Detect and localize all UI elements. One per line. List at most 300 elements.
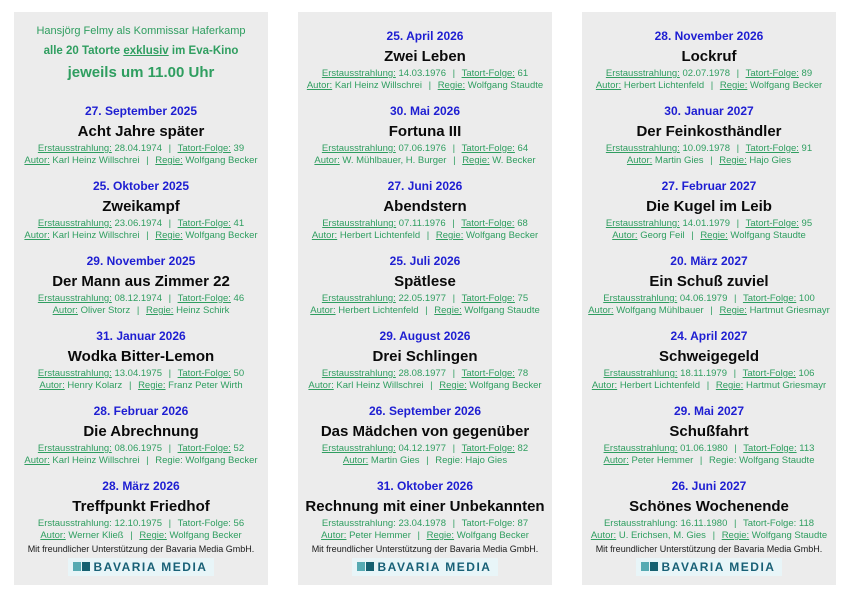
separator: |: [452, 218, 455, 229]
separator: |: [710, 80, 714, 91]
logo-wordmark: BAVARIA MEDIA: [377, 559, 492, 574]
tatort-folge-value: 56: [233, 518, 245, 529]
regie-label: Regie:: [437, 80, 466, 91]
credits-line: [582, 305, 836, 317]
erstausstrahlung-label: Erstausstrahlung:: [605, 68, 680, 79]
regie-value: Hajo Gies: [749, 155, 792, 166]
episode-title: Schweigegeld: [658, 348, 760, 365]
tatort-folge-label: Tatort-Folge:: [177, 443, 231, 454]
separator: |: [699, 455, 703, 466]
tatort-folge-label: Tatort-Folge:: [461, 68, 515, 79]
separator: |: [734, 518, 737, 529]
erstausstrahlung-label: Erstausstrahlung:: [321, 368, 396, 379]
episode-title: Zweikampf: [102, 198, 180, 215]
tatort-folge-value: 118: [798, 518, 815, 529]
episode-entry: [582, 167, 836, 242]
erstausstrahlung-value: 23.06.1974: [114, 218, 162, 229]
regie-value: Hajo Gies: [465, 455, 508, 466]
tatort-folge-value: 87: [517, 518, 529, 529]
regie-value: Wolfgang Becker: [185, 230, 258, 241]
episode-entry: [582, 17, 836, 92]
tatort-folge-label: Tatort-Folge:: [742, 368, 796, 379]
logo-square-light-icon: [357, 562, 365, 571]
episode-entry: [14, 467, 268, 542]
tatort-folge-label: Tatort-Folge:: [177, 143, 231, 154]
logo-square-light-icon: [641, 562, 649, 571]
regie-label: Regie:: [145, 305, 174, 316]
sponsor-text: Mit freundlicher Unterstützung der Bavaria Media GmbH.: [27, 543, 255, 554]
tatort-folge-value: 89: [801, 68, 813, 79]
separator: |: [736, 68, 740, 79]
autor-label: Autor:: [24, 455, 50, 466]
episode-title: Wodka Bitter-Lemon: [67, 348, 215, 365]
episode-entry: [582, 467, 836, 542]
separator: |: [168, 143, 172, 154]
episode-title: Der Mann aus Zimmer 22: [52, 273, 230, 290]
regie-value: Wolfgang Becker: [749, 80, 823, 91]
episode-title: Ein Schuß zuviel: [649, 273, 769, 290]
separator: |: [452, 518, 456, 529]
bavaria-media-logo: [636, 558, 783, 576]
separator: |: [452, 443, 456, 454]
panel-footer: [298, 544, 552, 586]
episode-entry: [298, 167, 552, 242]
erstausstrahlung-label: Erstausstrahlung:: [603, 368, 678, 379]
broadcast-info-line: [298, 68, 552, 80]
autor-value: Karl Heinz Willschrei: [52, 455, 140, 466]
episode-title: Acht Jahre später: [77, 123, 205, 140]
regie-value: Wolfgang Becker: [469, 380, 542, 391]
logo-wordmark: BAVARIA MEDIA: [661, 559, 776, 574]
broadcast-info-line: [14, 143, 268, 155]
tatort-folge-label: Tatort-Folge:: [742, 518, 797, 529]
tatort-folge-value: 39: [233, 143, 245, 154]
tatort-folge-label: Tatort-Folge:: [177, 518, 231, 529]
program-column-2: [298, 12, 552, 585]
credits-line: [582, 530, 836, 542]
header-showtime: jeweils um 11.00 Uhr: [67, 64, 215, 81]
episode-list: [14, 92, 268, 542]
screening-date: 26. Juni 2027: [671, 479, 747, 493]
panel-footer: [14, 544, 268, 586]
regie-label: Regie:: [435, 455, 463, 466]
credits-line: [14, 305, 268, 317]
separator: |: [453, 155, 456, 166]
autor-label: Autor:: [24, 230, 50, 241]
tatort-folge-label: Tatort-Folge:: [177, 293, 231, 304]
broadcast-info-line: [14, 293, 268, 305]
screening-date: 30. Mai 2026: [389, 104, 461, 118]
broadcast-info-line: [582, 143, 836, 155]
bavaria-media-logo: [68, 558, 215, 576]
credits-line: [582, 155, 836, 167]
erstausstrahlung-value: 18.11.1979: [680, 368, 727, 379]
erstausstrahlung-label: Erstausstrahlung:: [37, 293, 112, 304]
tatort-folge-label: Tatort-Folge:: [461, 368, 515, 379]
episode-list: [582, 17, 836, 542]
erstausstrahlung-value: 07.06.1976: [398, 143, 446, 154]
autor-label: Autor:: [595, 80, 622, 91]
autor-label: Autor:: [40, 530, 66, 541]
autor-value: Peter Hemmer: [631, 455, 694, 466]
regie-label: Regie:: [439, 380, 467, 391]
erstausstrahlung-label: Erstausstrahlung:: [37, 368, 112, 379]
broadcast-info-line: [298, 293, 552, 305]
regie-value: Wolfgang Staudte: [464, 305, 540, 316]
broadcast-info-line: [298, 443, 552, 455]
erstausstrahlung-label: Erstausstrahlung:: [37, 218, 112, 229]
autor-value: Georg Feil: [640, 230, 685, 241]
erstausstrahlung-label: Erstausstrahlung:: [321, 443, 396, 454]
header-subtitle: Hansjörg Felmy als Kommissar Haferkamp: [36, 25, 246, 37]
regie-label: Regie:: [155, 455, 183, 466]
regie-value: Hartmut Griesmayr: [745, 380, 827, 391]
separator: |: [130, 530, 133, 541]
separator: |: [734, 443, 737, 454]
credits-line: [298, 80, 552, 92]
screening-date: 28. März 2026: [102, 479, 180, 493]
regie-label: Regie:: [462, 155, 490, 166]
screening-date: 25. April 2026: [386, 29, 464, 43]
separator: |: [452, 368, 456, 379]
autor-value: W. Mühlbauer, H. Burger: [342, 155, 447, 166]
separator: |: [712, 530, 716, 541]
logo-square-light-icon: [73, 562, 81, 571]
tatort-folge-label: Tatort-Folge:: [745, 218, 799, 229]
regie-label: Regie:: [719, 155, 747, 166]
autor-value: Karl Heinz Willschrei: [52, 230, 140, 241]
separator: |: [136, 305, 140, 316]
erstausstrahlung-value: 04.12.1977: [398, 443, 446, 454]
episode-entry: [582, 317, 836, 392]
erstausstrahlung-value: 08.12.1974: [114, 293, 162, 304]
credits-line: [298, 305, 552, 317]
regie-label: Regie:: [155, 155, 183, 166]
broadcast-info-line: [582, 293, 836, 305]
regie-value: Wolfgang Becker: [465, 230, 539, 241]
broadcast-info-line: [298, 368, 552, 380]
erstausstrahlung-value: 01.06.1980: [680, 443, 728, 454]
logo-square-dark-icon: [650, 562, 658, 571]
screening-date: 29. November 2025: [86, 254, 196, 268]
episode-title: Schönes Wochenende: [629, 498, 789, 515]
erstausstrahlung-value: 13.04.1975: [114, 368, 162, 379]
erstausstrahlung-label: Erstausstrahlung:: [605, 218, 680, 229]
logo-square-dark-icon: [366, 562, 374, 571]
broadcast-info-line: [582, 68, 836, 80]
screening-date: 30. Januar 2027: [664, 104, 754, 118]
autor-label: Autor:: [306, 80, 333, 91]
credits-line: [298, 455, 552, 467]
credits-line: [582, 80, 836, 92]
screening-date: 25. Juli 2026: [389, 254, 461, 268]
episode-entry: [298, 242, 552, 317]
header-tagline: alle 20 Tatorte exklusiv im Eva-Kino: [43, 45, 239, 57]
tatort-folge-value: 64: [517, 143, 529, 154]
regie-value: Wolfgang Becker: [169, 530, 242, 541]
broadcast-info-line: [582, 518, 836, 530]
erstausstrahlung-label: Erstausstrahlung:: [321, 518, 396, 529]
tatort-folge-value: 82: [517, 443, 529, 454]
regie-value: Heinz Schirk: [176, 305, 230, 316]
screening-date: 25. Oktober 2025: [92, 179, 190, 193]
autor-label: Autor:: [591, 380, 618, 391]
broadcast-info-line: [298, 518, 552, 530]
credits-line: [14, 530, 268, 542]
autor-value: Peter Hemmer: [349, 530, 411, 541]
bavaria-media-logo: [352, 558, 499, 576]
autor-value: Herbert Lichtenfeld: [339, 230, 421, 241]
regie-label: Regie:: [435, 230, 464, 241]
autor-label: Autor:: [612, 230, 638, 241]
screening-date: 24. April 2027: [670, 329, 748, 343]
autor-label: Autor:: [626, 155, 653, 166]
episode-title: Die Kugel im Leib: [646, 198, 772, 215]
tatort-folge-label: Tatort-Folge:: [177, 218, 231, 229]
credits-line: [14, 230, 268, 242]
erstausstrahlung-label: Erstausstrahlung:: [603, 518, 678, 529]
separator: |: [426, 230, 430, 241]
broadcast-info-line: [582, 218, 836, 230]
tatort-folge-value: 68: [517, 218, 528, 229]
separator: |: [706, 380, 710, 391]
regie-value: Wolfgang Becker: [185, 455, 258, 466]
episode-entry: [298, 92, 552, 167]
separator: |: [691, 230, 694, 241]
credits-line: [582, 230, 836, 242]
separator: |: [146, 230, 149, 241]
separator: |: [428, 80, 432, 91]
tatort-folge-value: 113: [799, 443, 815, 454]
flyer-header: [14, 17, 268, 92]
episode-entry: [298, 392, 552, 467]
erstausstrahlung-label: Erstausstrahlung:: [321, 293, 396, 304]
autor-label: Autor:: [311, 230, 338, 241]
separator: |: [734, 293, 737, 304]
screening-date: 20. März 2027: [670, 254, 748, 268]
episode-list: [298, 17, 552, 542]
regie-label: Regie:: [155, 230, 183, 241]
episode-title: Rechnung mit einer Unbekannten: [305, 498, 545, 515]
episode-title: Die Abrechnung: [83, 423, 199, 440]
credits-line: [298, 155, 552, 167]
erstausstrahlung-value: 28.08.1977: [398, 368, 446, 379]
screening-date: 29. Mai 2027: [673, 404, 745, 418]
tatort-folge-value: 100: [798, 293, 815, 304]
erstausstrahlung-value: 23.04.1978: [398, 518, 446, 529]
episode-entry: [298, 467, 552, 542]
autor-label: Autor:: [310, 305, 336, 316]
autor-label: Autor:: [39, 380, 65, 391]
erstausstrahlung-value: 10.09.1978: [682, 143, 730, 154]
regie-label: Regie:: [434, 305, 462, 316]
erstausstrahlung-label: Erstausstrahlung:: [37, 443, 112, 454]
autor-value: Karl Heinz Willschrei: [336, 380, 424, 391]
autor-value: Werner Kließ: [68, 530, 124, 541]
separator: |: [168, 218, 172, 229]
separator: |: [168, 518, 172, 529]
tatort-folge-value: 61: [517, 68, 529, 79]
regie-value: Wolfgang Becker: [456, 530, 529, 541]
regie-label: Regie:: [138, 380, 166, 391]
erstausstrahlung-label: Erstausstrahlung:: [603, 293, 678, 304]
separator: |: [417, 530, 420, 541]
tatort-folge-label: Tatort-Folge:: [461, 443, 515, 454]
autor-value: Herbert Lichtenfeld: [338, 305, 419, 316]
tatort-folge-label: Tatort-Folge:: [745, 68, 799, 79]
episode-entry: [14, 167, 268, 242]
regie-label: Regie:: [715, 380, 744, 391]
autor-label: Autor:: [588, 305, 614, 316]
episode-title: Fortuna III: [388, 123, 462, 140]
tatort-folge-label: Tatort-Folge:: [743, 443, 797, 454]
sponsor-text: Mit freundlicher Unterstützung der Bavaria Media GmbH.: [311, 543, 539, 554]
tatort-folge-value: 95: [801, 218, 813, 229]
tatort-folge-label: Tatort-Folge:: [461, 293, 515, 304]
credits-line: [14, 380, 268, 392]
broadcast-info-line: [582, 443, 836, 455]
erstausstrahlung-value: 02.07.1978: [682, 68, 730, 79]
tatort-folge-label: Tatort-Folge:: [461, 518, 515, 529]
autor-label: Autor:: [342, 455, 369, 466]
credits-line: [298, 530, 552, 542]
autor-value: Herbert Lichtenfeld: [623, 80, 705, 91]
erstausstrahlung-value: 16.11.1980: [680, 518, 728, 529]
program-column-3: [582, 12, 836, 585]
screening-date: 27. Februar 2027: [661, 179, 757, 193]
autor-label: Autor:: [590, 530, 617, 541]
credits-line: [14, 455, 268, 467]
exklusiv-emphasis: exklusiv: [123, 45, 169, 57]
separator: |: [452, 293, 456, 304]
episode-title: Der Feinkosthändler: [636, 123, 782, 140]
episode-title: Spätlese: [394, 273, 456, 290]
episode-title: Schußfahrt: [669, 423, 749, 440]
episode-entry: [582, 392, 836, 467]
broadcast-info-line: [14, 218, 268, 230]
tatort-folge-label: Tatort-Folge:: [461, 218, 515, 229]
erstausstrahlung-label: Erstausstrahlung:: [321, 68, 396, 79]
episode-entry: [298, 317, 552, 392]
regie-value: Hartmut Griesmayr: [749, 305, 830, 316]
screening-date: 27. Juni 2026: [387, 179, 463, 193]
separator: |: [425, 305, 428, 316]
erstausstrahlung-value: 07.11.1976: [398, 218, 446, 229]
autor-label: Autor:: [314, 155, 340, 166]
autor-label: Autor:: [321, 530, 347, 541]
erstausstrahlung-value: 12.10.1975: [114, 518, 162, 529]
episode-entry: [14, 392, 268, 467]
tatort-folge-value: 91: [801, 143, 813, 154]
autor-label: Autor:: [603, 455, 629, 466]
tatort-folge-value: 75: [517, 293, 529, 304]
episode-entry: [14, 317, 268, 392]
separator: |: [452, 68, 456, 79]
separator: |: [710, 155, 713, 166]
separator: |: [168, 368, 172, 379]
screening-date: 31. Oktober 2026: [376, 479, 474, 493]
erstausstrahlung-value: 14.01.1979: [682, 218, 730, 229]
screening-date: 28. November 2026: [654, 29, 764, 43]
erstausstrahlung-value: 08.06.1975: [114, 443, 162, 454]
logo-wordmark: BAVARIA MEDIA: [93, 559, 208, 574]
episode-entry: [582, 92, 836, 167]
separator: |: [736, 143, 740, 154]
autor-value: Martin Gies: [370, 455, 420, 466]
autor-value: Karl Heinz Willschrei: [52, 155, 140, 166]
autor-value: Martin Gies: [654, 155, 704, 166]
erstausstrahlung-label: Erstausstrahlung:: [603, 443, 678, 454]
erstausstrahlung-value: 22.05.1977: [398, 293, 446, 304]
erstausstrahlung-value: 28.04.1974: [114, 143, 162, 154]
credits-line: [582, 380, 836, 392]
regie-value: Wolfgang Staudte: [739, 455, 815, 466]
separator: |: [736, 218, 740, 229]
regie-label: Regie:: [721, 530, 750, 541]
logo-square-dark-icon: [82, 562, 90, 571]
screening-date: 26. September 2026: [368, 404, 482, 418]
separator: |: [146, 455, 149, 466]
erstausstrahlung-value: 04.06.1979: [679, 293, 728, 304]
episode-entry: [582, 242, 836, 317]
separator: |: [430, 380, 433, 391]
screening-date: 28. Februar 2026: [93, 404, 189, 418]
episode-title: Treffpunkt Friedhof: [72, 498, 210, 515]
regie-value: Wolfgang Becker: [185, 155, 258, 166]
sponsor-text: Mit freundlicher Unterstützung der Bavaria Media GmbH.: [595, 543, 823, 554]
episode-entry: [14, 242, 268, 317]
regie-label: Regie:: [719, 80, 748, 91]
broadcast-info-line: [298, 218, 552, 230]
credits-line: [582, 455, 836, 467]
tatort-folge-value: 106: [798, 368, 815, 379]
tatort-folge-label: Tatort-Folge:: [745, 143, 799, 154]
screening-date: 29. August 2026: [379, 329, 471, 343]
regie-label: Regie:: [139, 530, 167, 541]
program-column-1: [14, 12, 268, 585]
regie-value: Wolfgang Staudte: [751, 530, 828, 541]
episode-entry: [14, 92, 268, 167]
broadcast-info-line: [582, 368, 836, 380]
erstausstrahlung-label: Erstausstrahlung:: [37, 143, 112, 154]
autor-value: Herbert Lichtenfeld: [619, 380, 701, 391]
separator: |: [426, 455, 429, 466]
broadcast-info-line: [14, 443, 268, 455]
autor-value: Oliver Storz: [80, 305, 131, 316]
separator: |: [128, 380, 132, 391]
separator: |: [146, 155, 149, 166]
separator: |: [168, 443, 172, 454]
erstausstrahlung-label: Erstausstrahlung:: [322, 218, 397, 229]
erstausstrahlung-label: Erstausstrahlung:: [37, 518, 112, 529]
episode-title: Drei Schlingen: [372, 348, 478, 365]
separator: |: [168, 293, 172, 304]
episode-title: Abendstern: [383, 198, 467, 215]
autor-value: Wolfgang Mühlbauer: [616, 305, 704, 316]
separator: |: [452, 143, 456, 154]
episode-entry: [298, 17, 552, 92]
broadcast-info-line: [14, 518, 268, 530]
autor-value: U. Erichsen, M. Gies: [618, 530, 706, 541]
regie-value: Franz Peter Wirth: [168, 380, 243, 391]
credits-line: [14, 155, 268, 167]
screening-date: 31. Januar 2026: [96, 329, 186, 343]
tatort-folge-label: Tatort-Folge:: [461, 143, 515, 154]
erstausstrahlung-label: Erstausstrahlung:: [605, 143, 680, 154]
tatort-folge-value: 78: [517, 368, 529, 379]
separator: |: [710, 305, 713, 316]
regie-value: Wolfgang Staudte: [467, 80, 544, 91]
